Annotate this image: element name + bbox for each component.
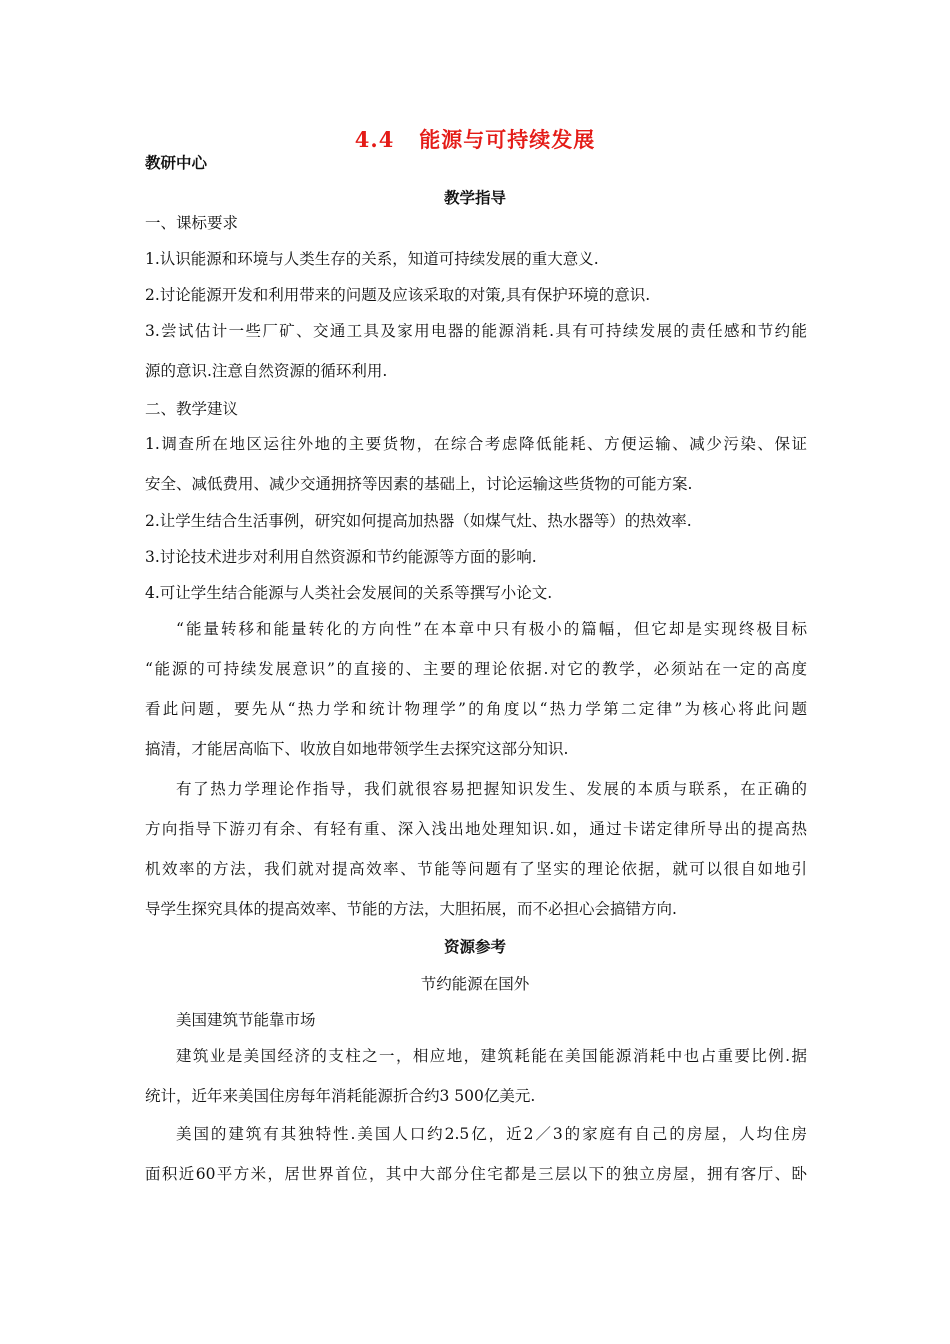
paragraph-1-line4: 搞清，才能居高临下、收放自如地带领学生去探究这部分知识. — [145, 740, 569, 758]
paragraph-2-line4: 导学生探究具体的提高效率、节能的方法，大胆拓展，而不必担心会搞错方向. — [145, 900, 677, 918]
requirement-3-line2: 源的意识.注意自然资源的循环利用. — [145, 362, 388, 380]
author-label: 教研中心 — [145, 153, 208, 172]
paragraph-1-line1: “能量转移和能量转化的方向性”在本章中只有极小的篇幅，但它却是实现终极目标 — [176, 620, 807, 638]
paragraph-2-line3: 机效率的方法，我们就对提高效率、节能等问题有了坚实的理论依据，就可以很自如地引 — [145, 860, 807, 878]
resource-title: 节约能源在国外 — [420, 975, 530, 993]
suggestion-2: 2.让学生结合生活事例，研究如何提高加热器（如煤气灶、热水器等）的热效率. — [145, 512, 692, 530]
paragraph-2-line2: 方向指导下游刃有余、有轻有重、深入浅出地处理知识.如，通过卡诺定律所导出的提高热 — [145, 820, 807, 838]
requirement-2: 2.讨论能源开发和利用带来的问题及应该采取的对策,具有保护环境的意识. — [145, 286, 651, 304]
paragraph-3-line1: 建筑业是美国经济的支柱之一，相应地，建筑耗能在美国能源消耗中也占重要比例.据 — [176, 1047, 807, 1065]
suggestion-4: 4.可让学生结合能源与人类社会发展间的关系等撰写小论文. — [145, 584, 553, 602]
paragraph-4-line2: 面积近60平方米，居世界首位，其中大部分住宅都是三层以下的独立房屋，拥有客厅、卧 — [145, 1165, 807, 1183]
heading-suggestions: 二、教学建议 — [145, 400, 239, 418]
paragraph-1-line2: “能源的可持续发展意识”的直接的、主要的理论依据.对它的教学，必须站在一定的高度 — [145, 660, 807, 678]
section-heading-resources: 资源参考 — [443, 937, 506, 956]
requirement-3-line1: 3.尝试估计一些厂矿、交通工具及家用电器的能源消耗.具有可持续发展的责任感和节约能 — [145, 322, 807, 340]
heading-curriculum: 一、课标要求 — [145, 214, 239, 232]
paragraph-3-line2: 统计，近年来美国住房每年消耗能源折合约3 500亿美元. — [145, 1087, 536, 1105]
suggestion-1-line1: 1.调查所在地区运往外地的主要货物，在综合考虑降低能耗、方便运输、减少污染、保证 — [145, 435, 807, 453]
paragraph-4-line1: 美国的建筑有其独特性.美国人口约2.5亿，近2／3的家庭有自己的房屋，人均住房 — [176, 1125, 807, 1143]
paragraph-1-line3: 看此问题，要先从“热力学和统计物理学”的角度以“热力学第二定律”为核心将此问题 — [145, 700, 807, 718]
suggestion-3: 3.讨论技术进步对利用自然资源和节约能源等方面的影响. — [145, 548, 537, 566]
resource-subheading: 美国建筑节能靠市场 — [176, 1011, 316, 1029]
paragraph-2-line1: 有了热力学理论作指导，我们就很容易把握知识发生、发展的本质与联系，在正确的 — [176, 780, 807, 798]
page-title: 4.4 能源与可持续发展 — [354, 127, 596, 152]
section-heading-teaching: 教学指导 — [443, 188, 506, 207]
suggestion-1-line2: 安全、减低费用、减少交通拥挤等因素的基础上，讨论运输这些货物的可能方案. — [145, 475, 693, 493]
requirement-1: 1.认识能源和环境与人类生存的关系，知道可持续发展的重大意义. — [145, 250, 599, 268]
